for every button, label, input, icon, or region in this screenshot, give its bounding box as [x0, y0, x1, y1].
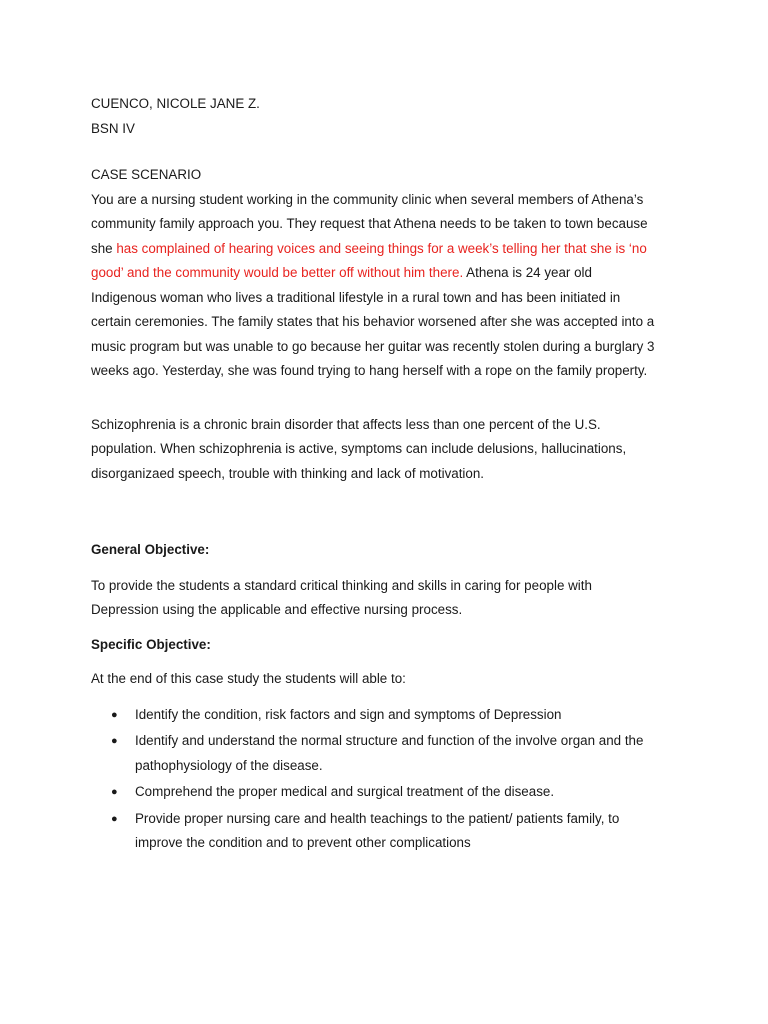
schizophrenia-paragraph — [91, 413, 681, 487]
objective-item-line: pathophysiology of the disease. — [135, 757, 323, 773]
body-text: she — [91, 240, 117, 256]
general-objective-line: To provide the students a standard critical thinking and skills in caring for people with — [91, 577, 592, 593]
case-scenario-paragraph — [91, 188, 681, 384]
case-scenario-line — [91, 310, 681, 335]
objective-item-line: Provide proper nursing care and health teachings to the patient/ patients family, to — [135, 810, 620, 826]
document-page — [91, 92, 681, 858]
objective-item-line: Identify and understand the normal structure and function of the involve organ and the — [135, 733, 644, 748]
schizophrenia-line: Schizophrenia is a chronic brain disorder that affects less than one percent of the U.S. — [91, 416, 601, 432]
bullet-icon — [111, 729, 118, 754]
general-objective-paragraph — [91, 574, 681, 623]
objective-item-line: Comprehend the proper medical and surgical treatment of the disease. — [135, 784, 555, 799]
highlighted-text: good’ and the community would be better off without him there. — [91, 265, 464, 280]
case-scenario-line — [91, 212, 681, 237]
objective-item-line: Identify the condition, risk factors and sign and symptoms of Depression — [135, 706, 562, 722]
body-text: You are a nursing student working in the community clinic when several members of Athena’s — [91, 191, 644, 207]
course-label: BSN IV — [91, 120, 135, 136]
objective-item — [91, 807, 681, 856]
specific-objective-heading: Specific Objective: — [91, 636, 211, 652]
objective-item — [91, 703, 681, 728]
schizophrenia-line: disorganizaed speech, trouble with thinking and lack of motivation. — [91, 465, 485, 481]
body-text: community family approach you. They request that Athena needs to be taken to town because — [91, 216, 648, 231]
bullet-icon — [111, 780, 118, 805]
body-text: music program but was unable to go because her guitar was recently stolen during a burglary 3 — [91, 338, 655, 354]
objective-item — [91, 780, 681, 805]
objective-item — [91, 729, 681, 778]
case-scenario-line — [91, 261, 681, 286]
case-scenario-line — [91, 335, 681, 360]
bullet-icon — [111, 703, 118, 728]
student-name: CUENCO, NICOLE JANE Z. — [91, 96, 260, 111]
specific-objective-intro: At the end of this case study the students will able to: — [91, 671, 406, 686]
case-scenario-line — [91, 359, 681, 384]
general-objective-line: Depression using the applicable and effective nursing process. — [91, 602, 463, 617]
case-scenario-line — [91, 286, 681, 311]
case-scenario-heading: CASE SCENARIO — [91, 167, 202, 182]
body-text: Athena is 24 year old — [463, 265, 592, 280]
objective-list — [91, 703, 681, 856]
highlighted-text: has complained of hearing voices and seeing things for a week’s telling her that she is ‘no — [116, 240, 647, 256]
body-text: certain ceremonies. The family states that his behavior worsened after she was accepted into a — [91, 314, 655, 329]
case-scenario-line — [91, 188, 681, 213]
body-text: weeks ago. Yesterday, she was found trying to hang herself with a rope on the family property. — [91, 363, 648, 378]
bullet-icon — [111, 807, 118, 832]
case-scenario-line — [91, 237, 681, 262]
general-objective-heading: General Objective: — [91, 542, 210, 557]
objective-item-line: improve the condition and to prevent other complications — [135, 835, 471, 850]
body-text: Indigenous woman who lives a traditional lifestyle in a rural town and has been initiated in — [91, 289, 621, 305]
schizophrenia-line: population. When schizophrenia is active, symptoms can include delusions, hallucinations, — [91, 441, 627, 456]
